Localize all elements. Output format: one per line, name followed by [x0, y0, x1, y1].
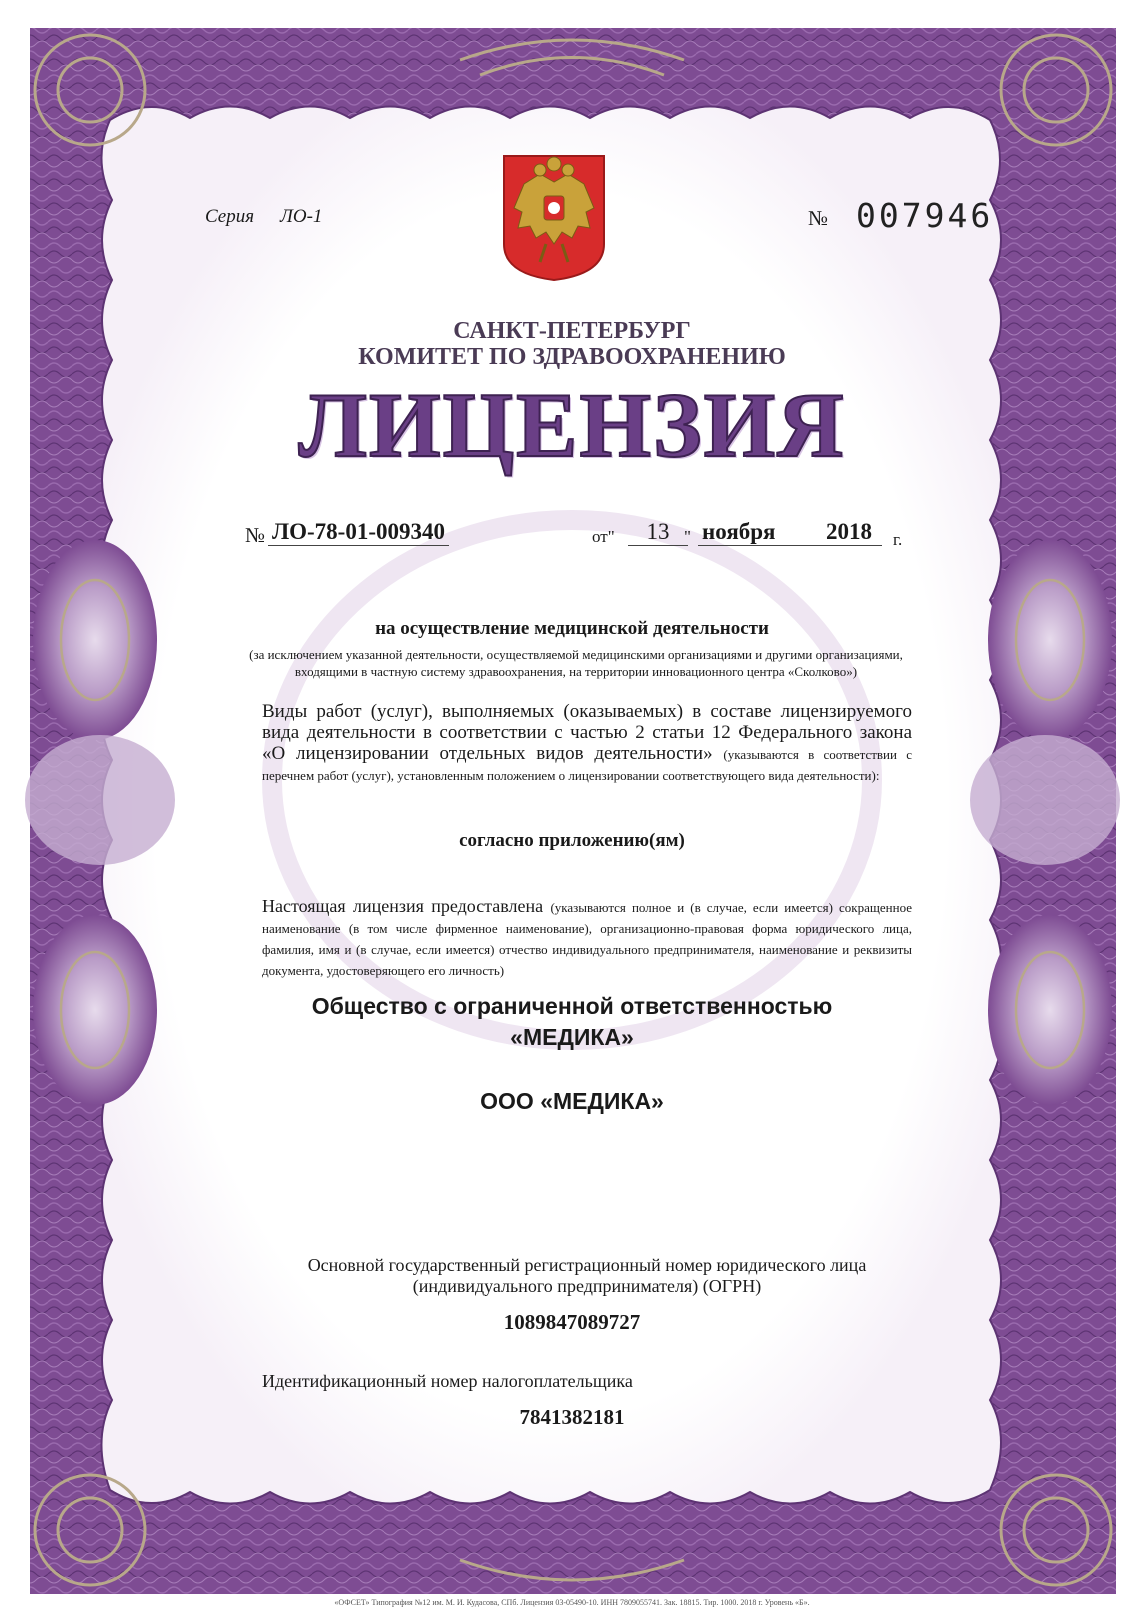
printer-footer: «ОФСЕТ» Типография №12 им. М. И. Кудасова, СПб. Лицензия 03-05490-10. ИНН 7809055741. Зак. 18815. Тир. 1000. 2018 г. Уровень «Б».: [334, 1598, 810, 1607]
license-year: 2018: [826, 519, 872, 544]
issuer-committee: КОМИТЕТ ПО ЗДРАВООХРАНЕНИЮ: [358, 344, 786, 370]
license-year-suffix: г.: [893, 530, 903, 549]
ogrn-label: Основной государственный регистрационный номер юридического лица (индивидуального предпринимателя) (ОГРН): [307, 1255, 867, 1296]
issuer-city: САНКТ-ПЕТЕРБУРГ: [453, 318, 691, 344]
activity-title: на осуществление медицинской деятельности: [375, 618, 769, 639]
inn-value: 7841382181: [519, 1405, 625, 1429]
license-number: ЛО-78-01-009340: [268, 519, 449, 546]
license-number-prefix: №: [245, 523, 266, 547]
from-label: от: [592, 527, 608, 546]
licensee-full-name: [0, 991, 1144, 1053]
activity-exclusion: (за исключением указанной деятельности, осуществляемой медицинскими организациями и другими организациями, входящими в частную систему здравоохранения, на территории инновационного центра «Сколково»): [249, 647, 903, 679]
form-number: 007946: [856, 196, 994, 235]
license-date-from-label: [592, 527, 615, 547]
quote-open: ": [607, 527, 615, 546]
quote-close: ": [684, 527, 691, 546]
granted-paragraph: [262, 896, 912, 980]
russian-coat-of-arms-icon: [500, 152, 608, 284]
license-month: ноября: [698, 519, 882, 546]
granted-text: Настоящая лицензия предоставлена: [262, 896, 544, 916]
series-value: ЛО-1: [280, 206, 323, 227]
granted-note: (указываются полное и (в случае, если имеется) сокращенное наименование (в том числе фирменное наименование), организационно-правовая форма юридического лица, фамилия, имя и (в случае, если имеется) отчество индивидуального предпринимателя, наименование и реквизиты документа, удостоверяющего его личность): [262, 900, 912, 978]
works-value: согласно приложению(ям): [459, 830, 685, 851]
licensee-short-name: ООО «МЕДИКА»: [480, 1088, 664, 1114]
works-text: Виды работ (услуг), выполняемых (оказываемых) в составе лицензируемого вида деятельности в соответствии с частью 2 статьи 12 Федерального закона «О лицензировании отдельных видов деятельности»: [262, 701, 912, 764]
licensee-full-name-line1: Общество с ограниченной ответственностью: [311, 993, 833, 1019]
number-sign: №: [808, 206, 829, 230]
series-label: Серия: [205, 206, 255, 227]
license-day: 13: [628, 519, 688, 546]
ogrn-value: 1089847089727: [503, 1310, 641, 1334]
licensee-full-name-line2: «МЕДИКА»: [510, 1024, 634, 1050]
works-note: (указываются в соответствии с перечнем работ (услуг), установленным положением о лицензировании соответствующего вида деятельности):: [262, 747, 913, 783]
works-paragraph: [262, 701, 912, 785]
document-title: ЛИЦЕНЗИЯ: [298, 374, 846, 476]
inn-label: Идентификационный номер налогоплательщика: [262, 1371, 633, 1391]
